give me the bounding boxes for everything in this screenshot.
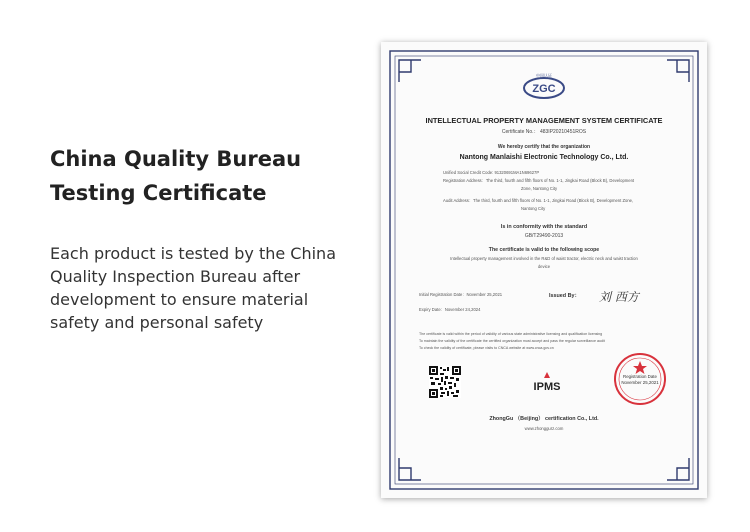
logo-subtext: 中国认证 [536, 73, 552, 78]
audit-address: Audit Address：The third, fourth and fifth floors of No. 1-1, Jingkai Road (Block B), Development Zone, [443, 198, 634, 203]
scope-text-cont: device [537, 264, 551, 269]
description-text [50, 242, 350, 334]
heading-line-1: China Quality Bureau [50, 147, 302, 171]
ipms-logo [527, 370, 567, 399]
standard-code: GB/T29490-2013 [524, 233, 564, 239]
expiry-date: Expiry Date：November 24,2024 [419, 307, 481, 312]
scope-text: Intellectual property management involved in the R&D of waist tractor, electric neck and waist traction [450, 256, 638, 261]
description-line: development to ensure material [50, 290, 309, 309]
validity-note-2: To maintain the validity of the certificate the certified organization must accept and pass the regular surveillance audit [419, 339, 605, 343]
seal-icon [613, 352, 667, 406]
issuer-name: ZhongGu （Beijing） certification Co., Ltd. [489, 416, 599, 422]
initial-registration-date: Initial Registration Date：November 25,2021 [419, 292, 503, 297]
audit-address-cont: Nantong City [521, 206, 546, 211]
signature: 刘 西方 [599, 290, 639, 304]
certificate-document [381, 42, 707, 498]
description-line: Each product is tested by the China [50, 244, 336, 263]
certify-text: We hereby certify that the organization [497, 144, 591, 150]
description-line: Quality Inspection Bureau after [50, 267, 301, 286]
issuer-website: www.zhonggurz.com [524, 426, 564, 431]
zgc-logo-icon [514, 72, 574, 102]
ipms-logo-icon [527, 370, 567, 394]
credit-code: Unified Social Credit Code: 91320691MA1N69627P [443, 170, 540, 175]
official-seal [613, 352, 667, 406]
seal-date: November 25,2021 [621, 380, 659, 385]
registration-address: Registration Address：The third, fourth and fifth floors of No. 1-1, Jingkai Road (Block B), Development [443, 178, 635, 183]
certificate-title: INTELLECTUAL PROPERTY MANAGEMENT SYSTEM CERTIFICATE [425, 116, 663, 125]
seal-label: Registration Date [623, 374, 657, 379]
registration-address-cont: Zone, Nantong City [521, 186, 558, 191]
ipms-text: IPMS [533, 381, 561, 393]
validity-note-1: The certificate is valid within the period of validity of various state administrative licensing and qualification licensing [419, 332, 603, 336]
heading-line-2: Testing Certificate [50, 181, 267, 205]
company-name: Nantong Manlaishi Electronic Technology Co., Ltd. [459, 154, 629, 161]
scope-title: The certificate is valid to the following scope [488, 247, 600, 253]
validity-note-3: To check the validity of certificate, please visits to CNCA website at www.cnca.gov.cn [419, 346, 554, 350]
logo-text: ZGC [532, 83, 556, 95]
certificate-number: Certificate No.： 483IP20210451ROS [501, 129, 587, 135]
qr-code-icon [429, 366, 461, 398]
certificate-heading [50, 142, 360, 210]
zgc-logo [403, 72, 685, 107]
certificate-body [403, 64, 685, 476]
description-line: safety and personal safety [50, 313, 264, 332]
conformity-text: Is in conformity with the standard [500, 224, 588, 230]
issued-by-label: Issued By： [549, 293, 580, 299]
